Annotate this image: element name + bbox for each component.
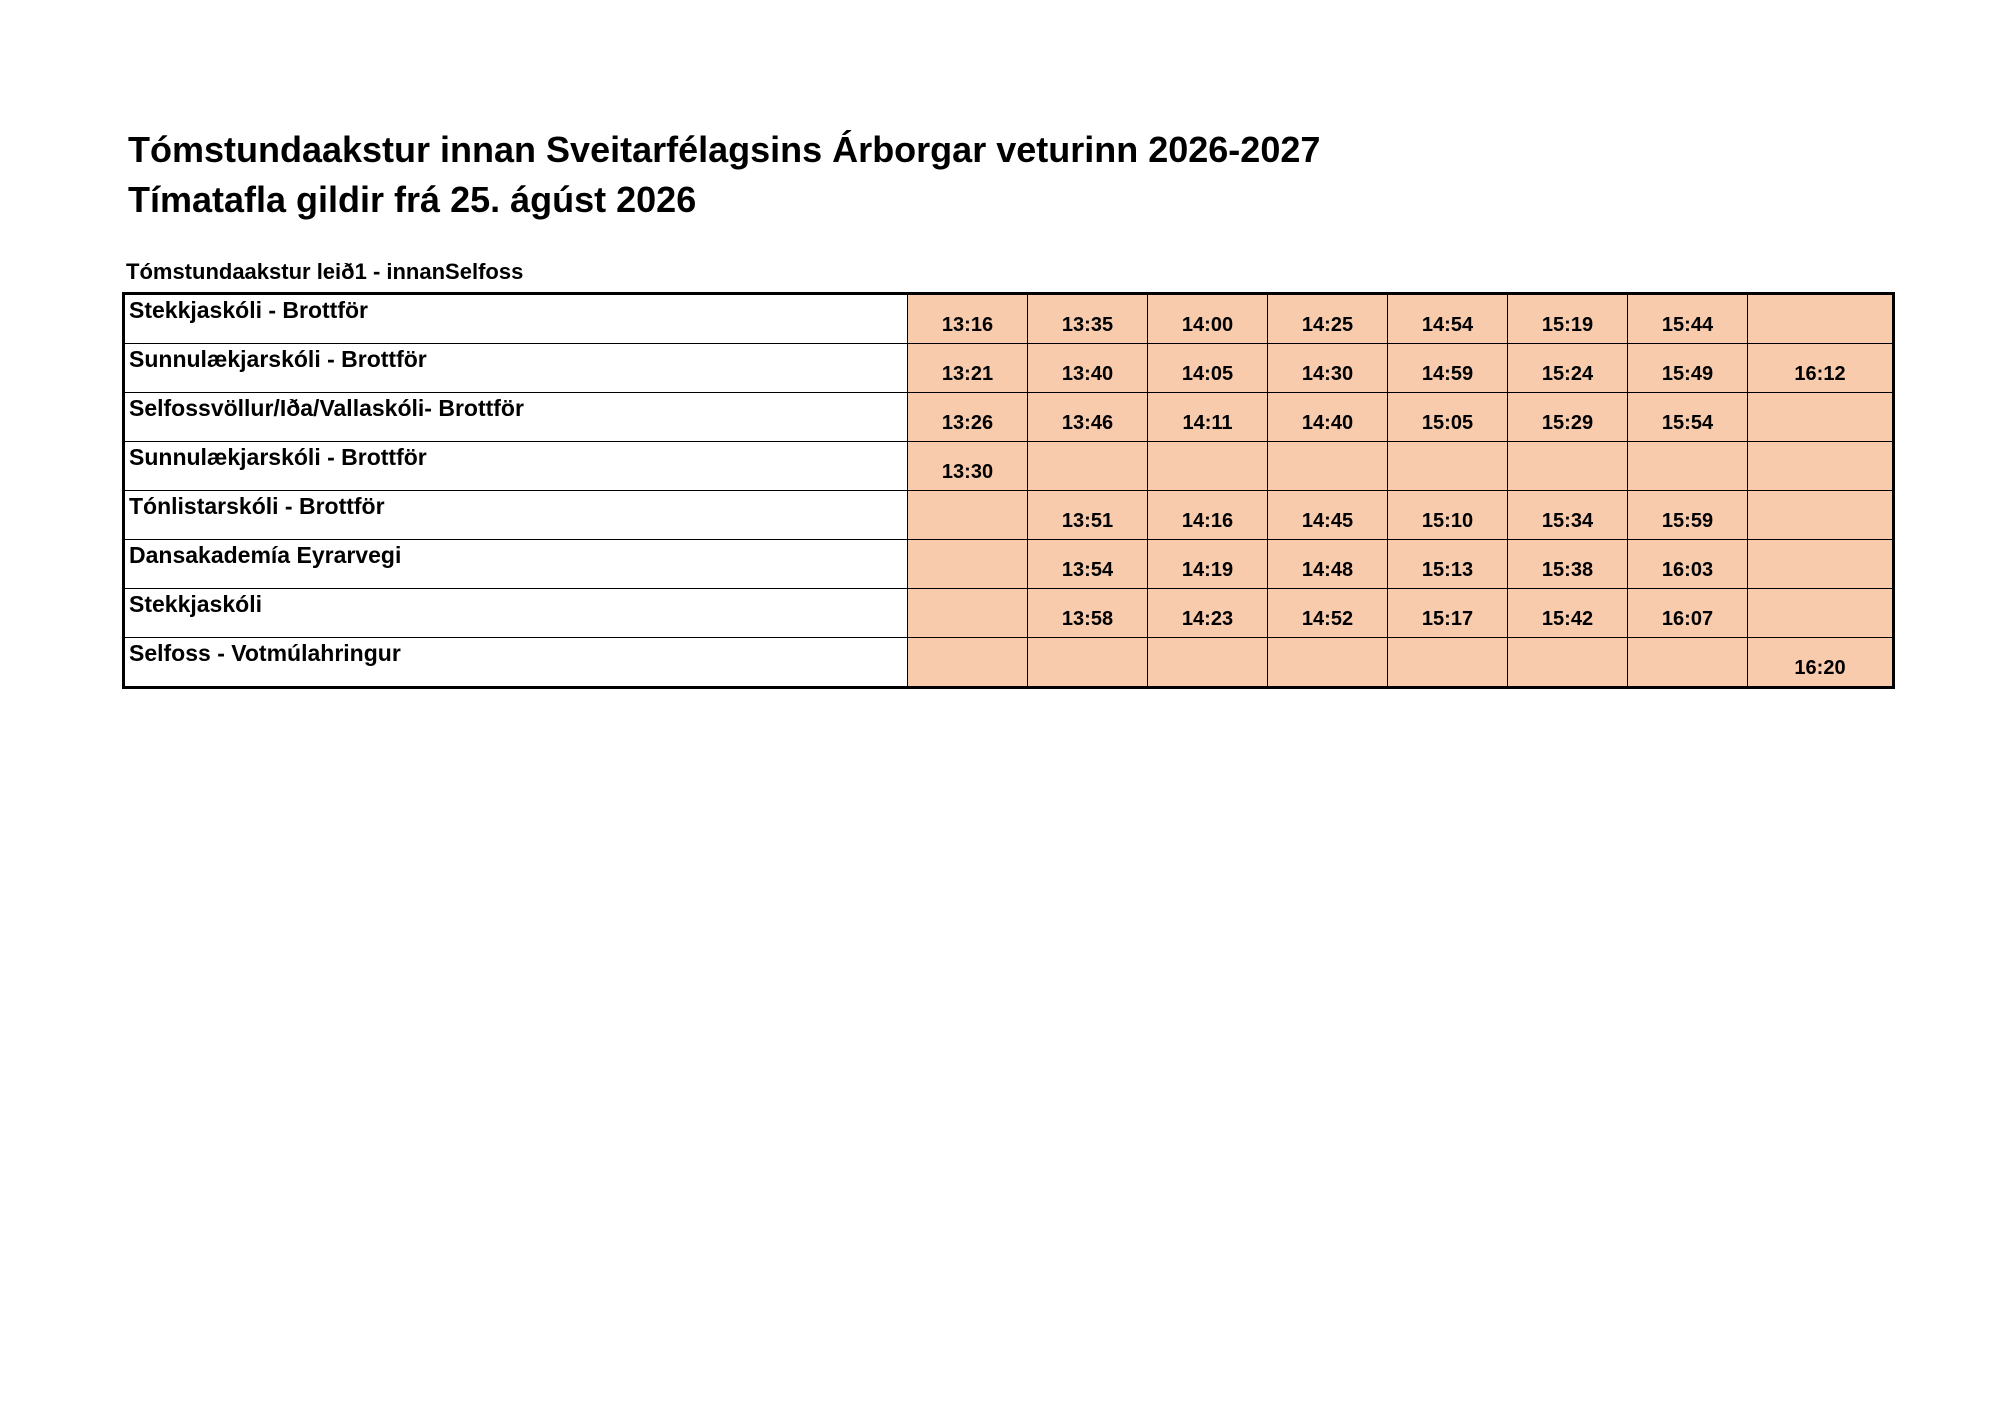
departure-time-cell [1748,442,1894,491]
table-row [124,589,1894,638]
departure-time-cell: 14:05 [1148,344,1268,393]
departure-time-cell [908,540,1028,589]
departure-time-cell: 15:44 [1628,294,1748,344]
table-row [124,344,1894,393]
departure-time-cell [1268,638,1388,688]
departure-time-cell: 13:58 [1028,589,1148,638]
departure-time-cell: 13:35 [1028,294,1148,344]
departure-time-cell: 15:29 [1508,393,1628,442]
departure-time-cell: 14:30 [1268,344,1388,393]
departure-time-cell: 14:48 [1268,540,1388,589]
departure-time-cell [908,589,1028,638]
departure-time-cell: 16:20 [1748,638,1894,688]
route-title: Tómstundaakstur leið1 - innanSelfoss [126,259,524,284]
departure-time-cell [1028,442,1148,491]
departure-time-cell: 13:51 [1028,491,1148,540]
table-row [124,540,1894,589]
departure-time-cell [1148,442,1268,491]
departure-time-cell: 14:16 [1148,491,1268,540]
stop-name-cell: Selfossvöllur/Iða/Vallaskóli- Brottför [124,393,908,442]
departure-time-cell: 15:24 [1508,344,1628,393]
departure-time-cell: 14:54 [1388,294,1508,344]
departure-time-cell: 14:23 [1148,589,1268,638]
departure-time-cell: 14:25 [1268,294,1388,344]
departure-time-cell [1508,638,1628,688]
departure-time-cell [1028,638,1148,688]
departure-time-cell [1748,589,1894,638]
departure-time-cell [908,491,1028,540]
departure-time-cell: 15:38 [1508,540,1628,589]
departure-time-cell: 13:26 [908,393,1028,442]
departure-time-cell: 15:59 [1628,491,1748,540]
departure-time-cell: 13:40 [1028,344,1148,393]
stop-name-cell: Stekkjaskóli [124,589,908,638]
departure-time-cell [1748,393,1894,442]
departure-time-cell: 13:16 [908,294,1028,344]
table-row [124,294,1894,344]
departure-time-cell: 15:34 [1508,491,1628,540]
departure-time-cell: 15:13 [1388,540,1508,589]
departure-time-cell: 16:07 [1628,589,1748,638]
stop-name-cell: Sunnulækjarskóli - Brottför [124,442,908,491]
departure-time-cell: 13:30 [908,442,1028,491]
table-row [124,491,1894,540]
departure-time-cell [1388,442,1508,491]
departure-time-cell: 15:19 [1508,294,1628,344]
departure-time-cell [1748,540,1894,589]
departure-time-cell: 15:42 [1508,589,1628,638]
departure-time-cell: 14:40 [1268,393,1388,442]
stop-name-cell: Tónlistarskóli - Brottför [124,491,908,540]
stop-name-cell: Dansakademía Eyrarvegi [124,540,908,589]
departure-time-cell: 13:46 [1028,393,1148,442]
departure-time-cell [1388,638,1508,688]
table-row [124,442,1894,491]
departure-time-cell [1508,442,1628,491]
timetable-body [124,294,1894,688]
departure-time-cell: 14:52 [1268,589,1388,638]
departure-time-cell: 15:05 [1388,393,1508,442]
stop-name-cell: Stekkjaskóli - Brottför [124,294,908,344]
departure-time-cell: 15:49 [1628,344,1748,393]
departure-time-cell: 13:54 [1028,540,1148,589]
departure-time-cell: 14:59 [1388,344,1508,393]
departure-time-cell: 14:19 [1148,540,1268,589]
departure-time-cell: 15:54 [1628,393,1748,442]
stop-name-cell: Selfoss - Votmúlahringur [124,638,908,688]
departure-time-cell [1628,442,1748,491]
page-subtitle: Tímatafla gildir frá 25. ágúst 2026 [128,179,697,220]
stop-name-cell: Sunnulækjarskóli - Brottför [124,344,908,393]
departure-time-cell: 15:17 [1388,589,1508,638]
departure-time-cell [1748,491,1894,540]
table-row [124,638,1894,688]
departure-time-cell [1628,638,1748,688]
departure-time-cell: 16:12 [1748,344,1894,393]
departure-time-cell [1148,638,1268,688]
departure-time-cell [1748,294,1894,344]
departure-time-cell [1268,442,1388,491]
departure-time-cell: 16:03 [1628,540,1748,589]
table-row [124,393,1894,442]
departure-time-cell [908,638,1028,688]
departure-time-cell: 14:45 [1268,491,1388,540]
page-title: Tómstundaakstur innan Sveitarfélagsins Árborgar veturinn 2026-2027 [128,129,1321,170]
departure-time-cell: 13:21 [908,344,1028,393]
departure-time-cell: 14:11 [1148,393,1268,442]
departure-time-cell: 15:10 [1388,491,1508,540]
departure-time-cell: 14:00 [1148,294,1268,344]
timetable [122,292,1895,689]
